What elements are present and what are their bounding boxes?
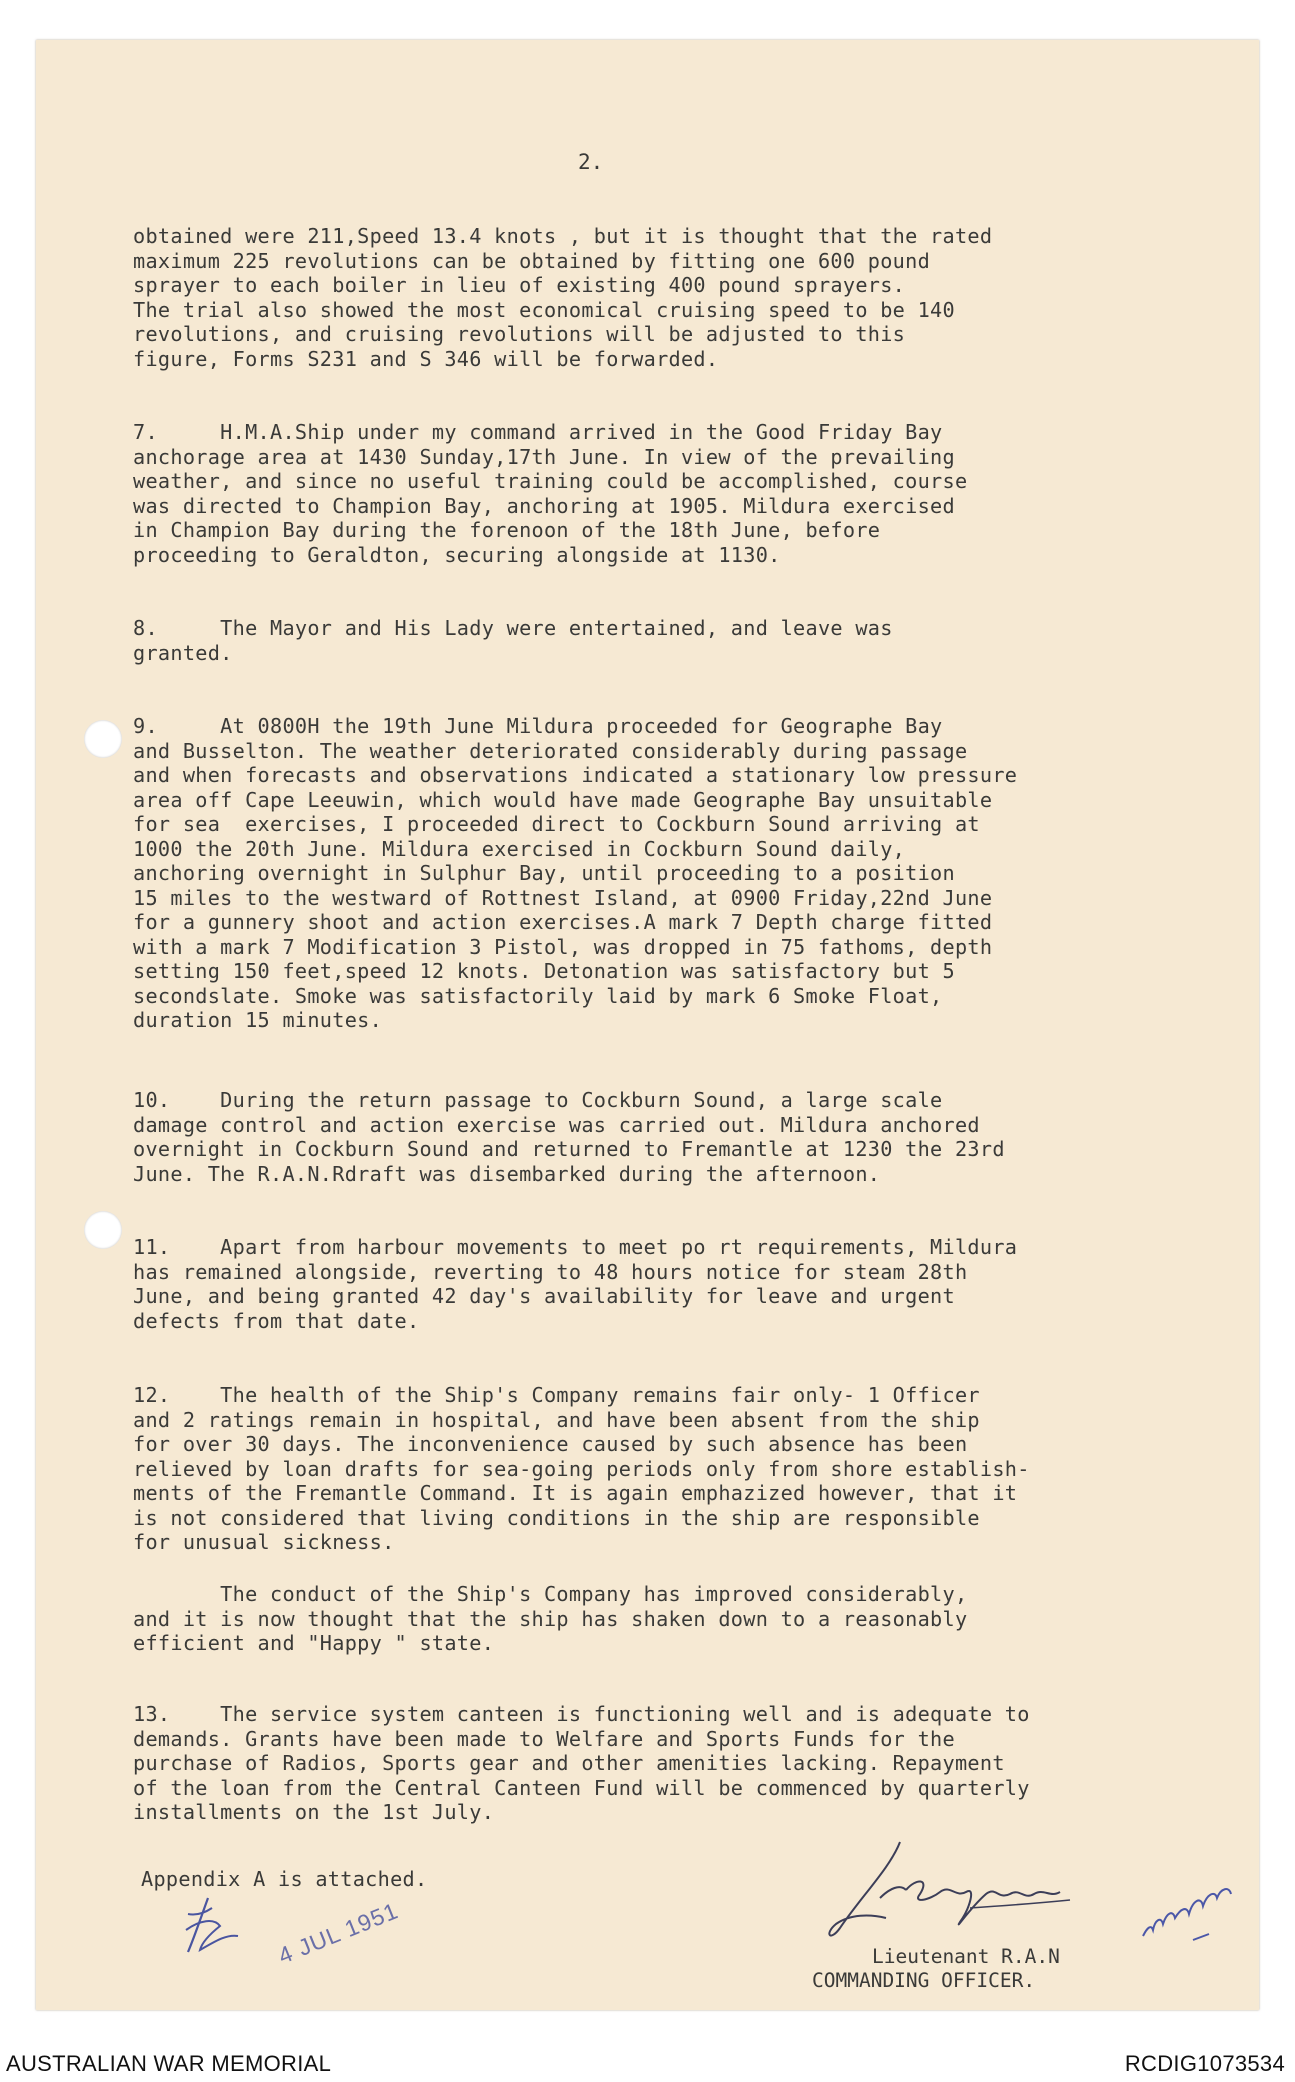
text-line: with a mark 7 Modification 3 Pistol, was dropped in 75 fathoms, depth — [133, 934, 993, 959]
text-line: defects from that date. — [133, 1308, 420, 1333]
text-line: Appendix A is attached. — [141, 1867, 428, 1891]
marginal-note — [1135, 1880, 1245, 1950]
paragraph-12 — [133, 1383, 1223, 1555]
paragraph-11 — [133, 1235, 1223, 1333]
punch-hole — [84, 1211, 122, 1249]
text-line: is not considered that living conditions in the ship are responsible — [133, 1505, 980, 1530]
paragraph-9 — [133, 714, 1223, 1033]
text-line: for sea exercises, I proceeded direct to Cockburn Sound arriving at — [133, 812, 980, 836]
text-line: overnight in Cockburn Sound and returned to Fremantle at 1230 the 23rd — [133, 1137, 1005, 1161]
officer-rank: Lieutenant R.A.N — [872, 1945, 1060, 1968]
text-line: for unusual sickness. — [133, 1530, 395, 1554]
text-line: sprayer to each boiler in lieu of existing 400 pound sprayers. — [133, 273, 906, 297]
date-stamp: 4 JUL 1951 — [274, 1897, 402, 1969]
paragraph-trial-results — [133, 224, 1223, 371]
text-line: proceeding to Geraldton, securing alongside at 1130. — [133, 542, 781, 567]
text-line: revolutions, and cruising revolutions will be adjusted to this — [133, 322, 906, 346]
text-line: secondslate. Smoke was satisfactorily laid by mark 6 Smoke Float, — [133, 983, 943, 1008]
text-line: June. The R.A.N.Rdraft was disembarked during the afternoon. — [133, 1161, 881, 1186]
text-line: installments on the 1st July. — [133, 1800, 495, 1824]
paragraph-8 — [133, 616, 1223, 665]
text-line: duration 15 minutes. — [133, 1008, 383, 1032]
text-line: anchorage area at 1430 Sunday,17th June. In view of the prevailing — [133, 444, 955, 469]
signature — [820, 1838, 1100, 1948]
text-line: relieved by loan drafts for sea-going periods only from shore establish- — [133, 1456, 1030, 1481]
text-line: and 2 ratings remain in hospital, and have been absent from the ship — [133, 1407, 980, 1432]
text-line: demands. Grants have been made to Welfare and Sports Funds for the — [133, 1726, 955, 1751]
text-line: maximum 225 revolutions can be obtained by fitting one 600 pound — [133, 248, 931, 273]
text-line: for over 30 days. The inconvenience caused by such absence has been — [133, 1432, 968, 1456]
footer-right: RCDIG1073534 — [1124, 2051, 1285, 2076]
text-line: 11. Apart from harbour movements to meet po rt requirements, Mildura — [133, 1235, 1018, 1259]
text-line: 1000 the 20th June. Mildura exercised in Cockburn Sound daily, — [133, 836, 906, 861]
text-line: 15 miles to the westward of Rottnest Island, at 0900 Friday,22nd June — [133, 885, 993, 910]
paragraph-conduct — [133, 1582, 1223, 1656]
text-line: and Busselton. The weather deteriorated considerably during passage — [133, 738, 968, 763]
text-line: and when forecasts and observations indicated a stationary low pressure — [133, 763, 1018, 787]
paragraph-13 — [133, 1702, 1223, 1825]
text-line: ments of the Fremantle Command. It is again emphazized however, that it — [133, 1481, 1018, 1505]
text-line: has remained alongside, reverting to 48 hours notice for steam 28th — [133, 1259, 968, 1284]
text-line: purchase of Radios, Sports gear and other amenities lacking. Repayment — [133, 1751, 1005, 1775]
officer-title: COMMANDING OFFICER. — [812, 1969, 1036, 1992]
text-line: anchoring overnight in Sulphur Bay, until proceeding to a position — [133, 861, 955, 885]
text-line: The trial also showed the most economical cruising speed to be 140 — [133, 297, 955, 322]
text-line: for a gunnery shoot and action exercises.A mark 7 Depth charge fitted — [133, 910, 993, 934]
text-line: in Champion Bay during the forenoon of the 18th June, before — [133, 518, 881, 542]
paragraph-7 — [133, 420, 1223, 567]
text-line: figure, Forms S231 and S 346 will be forwarded. — [133, 346, 719, 371]
text-line: 10. During the return passage to Cockburn Sound, a large scale — [133, 1088, 943, 1112]
text-line: 7. H.M.A.Ship under my command arrived in the Good Friday Bay — [133, 420, 943, 444]
text-line: June, and being granted 42 day's availability for leave and urgent — [133, 1284, 955, 1308]
punch-hole — [84, 720, 122, 758]
text-line: 13. The service system canteen is functioning well and is adequate to — [133, 1702, 1030, 1726]
text-line: of the loan from the Central Canteen Fund will be commenced by quarterly — [133, 1775, 1030, 1800]
footer-left: AUSTRALIAN WAR MEMORIAL — [6, 2051, 332, 2076]
text-line: weather, and since no useful training could be accomplished, course — [133, 469, 968, 493]
text-line: 8. The Mayor and His Lady were entertained, and leave was — [133, 616, 893, 640]
paragraph-10 — [133, 1088, 1223, 1186]
text-line: area off Cape Leeuwin, which would have made Geographe Bay unsuitable — [133, 787, 993, 812]
text-line: and it is now thought that the ship has shaken down to a reasonably — [133, 1606, 968, 1631]
text-line: efficient and "Happy " state. — [133, 1631, 495, 1655]
text-line: setting 150 feet,speed 12 knots. Detonation was satisfactory but 5 — [133, 959, 955, 983]
text-line: granted. — [133, 640, 233, 665]
text-line: 9. At 0800H the 19th June Mildura proceeded for Geographe Bay — [133, 714, 943, 738]
text-line: was directed to Champion Bay, anchoring at 1905. Mildura exercised — [133, 493, 955, 518]
text-line: The conduct of the Ship's Company has improved considerably, — [133, 1582, 968, 1606]
initials-mark — [180, 1890, 290, 1960]
text-line: obtained were 211,Speed 13.4 knots , but it is thought that the rated — [133, 224, 993, 248]
page-number: 2. — [578, 150, 604, 174]
text-line: 12. The health of the Ship's Company remains fair only- 1 Officer — [133, 1383, 980, 1407]
text-line: damage control and action exercise was carried out. Mildura anchored — [133, 1112, 980, 1137]
